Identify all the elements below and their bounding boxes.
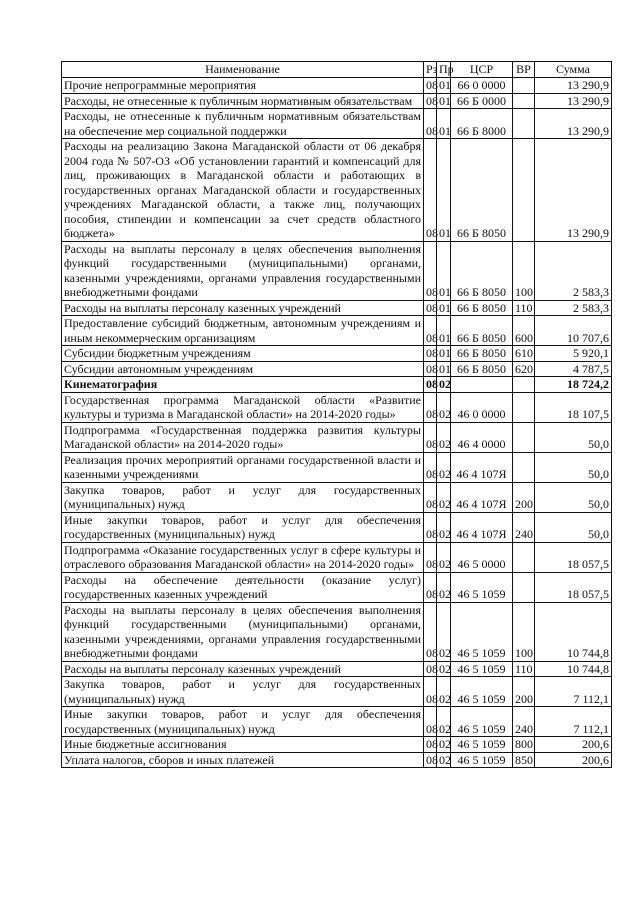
row-rz: 08 [424,752,437,768]
document-page [61,61,612,768]
row-rz: 08 [424,139,437,242]
table-row [62,677,612,707]
row-name: Реализация прочих мероприятий органами государственной власти и казенными учреждениями [62,452,424,482]
table-row [62,602,612,661]
row-csr: 46 5 1059 [451,661,513,677]
row-name: Предоставление субсидий бюджетным, автономным учреждениям и иным некоммерческим организациям [62,316,424,346]
table-row [62,78,612,94]
row-csr: 66 Б 8050 [451,361,513,377]
row-rz: 08 [424,572,437,602]
row-pr: 01 [437,139,451,242]
row-name: Уплата налогов, сборов и иных платежей [62,752,424,768]
row-name: Подпрограмма «Оказание государственных услуг в сфере культуры и отраслевого образования Магаданской области» на 2014-2020 годы» [62,542,424,572]
row-pr: 02 [437,737,451,753]
row-rz: 08 [424,602,437,661]
row-pr: 02 [437,482,451,512]
row-vr: 110 [513,300,535,316]
row-rz: 08 [424,482,437,512]
row-pr: 02 [437,677,451,707]
row-rz: 08 [424,346,437,362]
row-csr: 66 0 0000 [451,78,513,94]
row-csr: 66 Б 8050 [451,300,513,316]
row-csr: 46 0 0000 [451,392,513,422]
row-vr: 800 [513,737,535,753]
row-vr [513,139,535,242]
header-csr: ЦСР [451,62,513,78]
row-sum: 10 744,8 [535,602,612,661]
table-row [62,752,612,768]
table-row [62,512,612,542]
table-body [62,78,612,768]
row-sum: 18 057,5 [535,572,612,602]
row-rz: 08 [424,316,437,346]
table-row [62,661,612,677]
table-row [62,241,612,300]
row-name: Расходы на выплаты персоналу казенных учреждений [62,661,424,677]
row-sum: 13 290,9 [535,139,612,242]
row-rz: 08 [424,542,437,572]
row-pr: 02 [437,602,451,661]
row-name: Расходы, не отнесенные к публичным нормативным обязательствам на обеспечение мер социальной поддержки [62,109,424,139]
row-rz: 08 [424,661,437,677]
table-row [62,542,612,572]
row-csr: 46 5 1059 [451,677,513,707]
row-csr: 46 5 1059 [451,707,513,737]
row-sum: 7 112,1 [535,677,612,707]
row-pr: 02 [437,392,451,422]
row-csr: 66 Б 8050 [451,139,513,242]
row-vr: 100 [513,602,535,661]
row-vr: 600 [513,316,535,346]
row-csr: 66 Б 0000 [451,93,513,109]
row-name: Расходы на реализацию Закона Магаданской области от 06 декабря 2004 года № 507-ОЗ «Об установлении гарантий и компенсаций для лиц, проживающих в Магаданской области и работающих в государственных органах Магаданской области и государственных учреждениях Магаданской области, а также лиц, получающих пособия, стипендии и компенсации за счет средств областного бюджета» [62,139,424,242]
row-sum: 7 112,1 [535,707,612,737]
row-rz: 08 [424,300,437,316]
table-row [62,361,612,377]
table-row [62,377,612,393]
table-row [62,300,612,316]
row-vr [513,422,535,452]
header-rz: Рз [424,62,437,78]
row-pr: 01 [437,241,451,300]
table-row [62,139,612,242]
row-name: Кинематография [62,377,424,393]
row-sum: 10 744,8 [535,661,612,677]
header-vr: ВР [513,62,535,78]
table-row [62,392,612,422]
row-vr: 100 [513,241,535,300]
row-sum: 13 290,9 [535,109,612,139]
row-name: Государственная программа Магаданской области «Развитие культуры и туризма в Магаданской области» на 2014-2020 годы» [62,392,424,422]
table-row [62,482,612,512]
row-name: Прочие непрограммные мероприятия [62,78,424,94]
row-sum: 13 290,9 [535,93,612,109]
row-pr: 01 [437,346,451,362]
row-rz: 08 [424,241,437,300]
row-sum: 10 707,6 [535,316,612,346]
row-name: Расходы на выплаты персоналу казенных учреждений [62,300,424,316]
row-vr: 200 [513,677,535,707]
row-sum: 50,0 [535,422,612,452]
row-pr: 02 [437,452,451,482]
row-sum: 50,0 [535,452,612,482]
row-csr: 46 4 107Я [451,482,513,512]
header-row [62,62,612,78]
header-pr: Пр [437,62,451,78]
row-rz: 08 [424,392,437,422]
row-name: Закупка товаров, работ и услуг для государственных (муниципальных) нужд [62,482,424,512]
row-csr: 46 5 1059 [451,602,513,661]
row-pr: 01 [437,109,451,139]
row-rz: 08 [424,677,437,707]
table-row [62,316,612,346]
row-pr: 02 [437,572,451,602]
table-row [62,572,612,602]
row-rz: 08 [424,422,437,452]
row-csr: 46 5 1059 [451,737,513,753]
row-vr: 110 [513,661,535,677]
row-vr: 240 [513,512,535,542]
row-pr: 02 [437,707,451,737]
row-rz: 08 [424,93,437,109]
row-name: Расходы на обеспечение деятельности (оказание услуг) государственных казенных учреждений [62,572,424,602]
row-pr: 01 [437,300,451,316]
row-csr [451,377,513,393]
row-sum: 5 920,1 [535,346,612,362]
row-vr [513,542,535,572]
row-vr [513,377,535,393]
row-csr: 66 Б 8050 [451,346,513,362]
table-row [62,422,612,452]
row-sum: 13 290,9 [535,78,612,94]
row-name: Расходы на выплаты персоналу в целях обеспечения выполнения функций государственными (муниципальными) органами, казенными учреждениями, органами управления государственными внебюджетными фондами [62,241,424,300]
table-header [62,62,612,78]
row-vr [513,392,535,422]
table-row [62,93,612,109]
row-pr: 02 [437,377,451,393]
row-csr: 46 4 107Я [451,452,513,482]
table-row [62,346,612,362]
row-sum: 200,6 [535,752,612,768]
row-vr: 620 [513,361,535,377]
row-sum: 18 107,5 [535,392,612,422]
row-pr: 02 [437,512,451,542]
row-name: Расходы, не отнесенные к публичным нормативным обязательствам [62,93,424,109]
row-vr [513,452,535,482]
row-csr: 46 5 1059 [451,572,513,602]
row-sum: 4 787,5 [535,361,612,377]
row-vr: 240 [513,707,535,737]
row-name: Иные закупки товаров, работ и услуг для обеспечения государственных (муниципальных) нужд [62,707,424,737]
row-csr: 46 5 1059 [451,752,513,768]
row-vr: 610 [513,346,535,362]
row-name: Иные бюджетные ассигнования [62,737,424,753]
row-rz: 08 [424,109,437,139]
row-pr: 02 [437,422,451,452]
header-sum: Сумма [535,62,612,78]
table-row [62,707,612,737]
row-sum: 200,6 [535,737,612,753]
row-sum: 18 724,2 [535,377,612,393]
row-vr: 200 [513,482,535,512]
row-sum: 18 057,5 [535,542,612,572]
row-rz: 08 [424,512,437,542]
row-pr: 01 [437,78,451,94]
row-name: Субсидии автономным учреждениям [62,361,424,377]
row-pr: 02 [437,661,451,677]
table-row [62,737,612,753]
row-rz: 08 [424,737,437,753]
row-vr: 850 [513,752,535,768]
row-rz: 08 [424,707,437,737]
row-pr: 02 [437,752,451,768]
row-pr: 01 [437,93,451,109]
row-csr: 66 Б 8050 [451,316,513,346]
header-name: Наименование [62,62,424,78]
row-name: Расходы на выплаты персоналу в целях обеспечения выполнения функций государственными (муниципальными) органами, казенными учреждениями, органами управления государственными внебюджетными фондами [62,602,424,661]
row-name: Субсидии бюджетным учреждениям [62,346,424,362]
row-name: Подпрограмма «Государственная поддержка развития культуры Магаданской области» на 2014-2020 годы» [62,422,424,452]
budget-table [61,61,612,768]
row-pr: 01 [437,316,451,346]
row-name: Иные закупки товаров, работ и услуг для обеспечения государственных (муниципальных) нужд [62,512,424,542]
row-vr [513,109,535,139]
row-sum: 50,0 [535,482,612,512]
row-csr: 46 4 0000 [451,422,513,452]
row-csr: 46 4 107Я [451,512,513,542]
row-sum: 2 583,3 [535,241,612,300]
table-row [62,109,612,139]
row-csr: 66 Б 8050 [451,241,513,300]
row-vr [513,93,535,109]
table-row [62,452,612,482]
row-csr: 66 Б 8000 [451,109,513,139]
row-rz: 08 [424,377,437,393]
row-pr: 02 [437,542,451,572]
row-rz: 08 [424,78,437,94]
row-sum: 2 583,3 [535,300,612,316]
row-vr [513,572,535,602]
row-pr: 01 [437,361,451,377]
row-rz: 08 [424,361,437,377]
row-vr [513,78,535,94]
row-name: Закупка товаров, работ и услуг для государственных (муниципальных) нужд [62,677,424,707]
row-sum: 50,0 [535,512,612,542]
row-rz: 08 [424,452,437,482]
row-csr: 46 5 0000 [451,542,513,572]
